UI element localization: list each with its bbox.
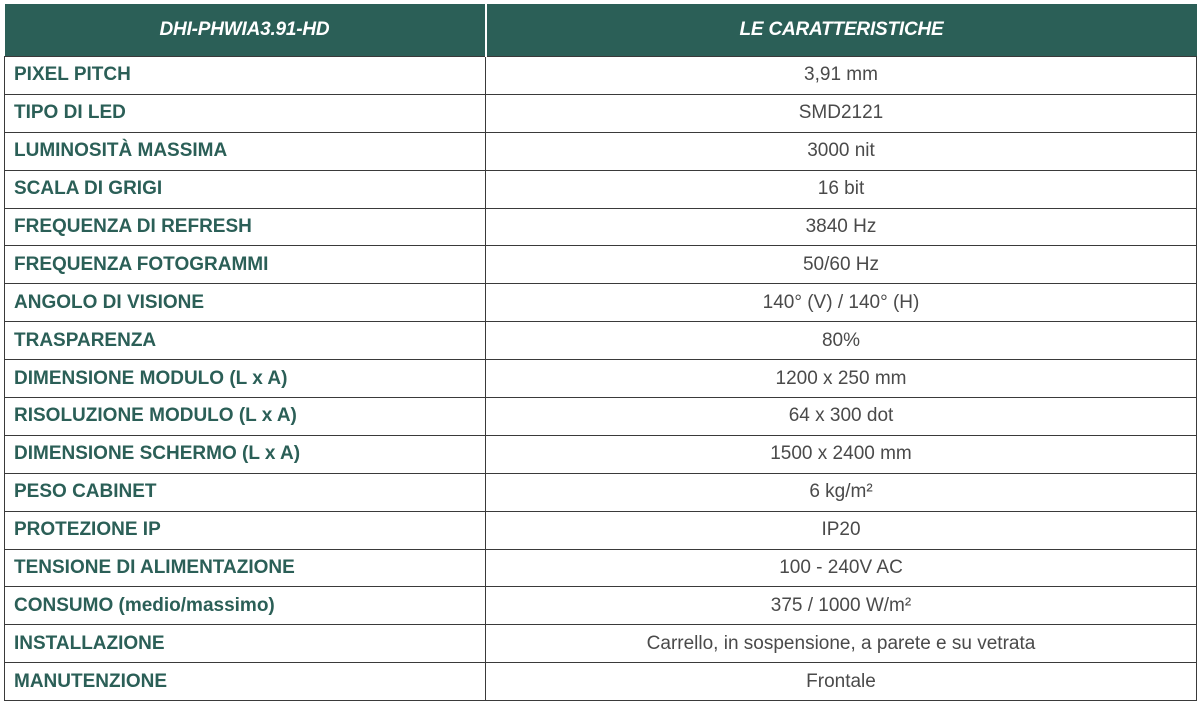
header-features: LE CARATTERISTICHE	[486, 4, 1197, 57]
row-value: 16 bit	[486, 170, 1197, 208]
row-label: INSTALLAZIONE	[5, 625, 486, 663]
table-row	[5, 625, 1197, 663]
row-value: 3000 nit	[486, 132, 1197, 170]
table-row	[5, 435, 1197, 473]
row-value: Carrello, in sospensione, a parete e su vetrata	[486, 625, 1197, 663]
spec-table	[4, 4, 1197, 701]
row-label: FREQUENZA DI REFRESH	[5, 208, 486, 246]
row-value: 140° (V) / 140° (H)	[486, 284, 1197, 322]
row-label: PESO CABINET	[5, 473, 486, 511]
row-label: FREQUENZA FOTOGRAMMI	[5, 246, 486, 284]
row-label: TRASPARENZA	[5, 322, 486, 360]
table-row	[5, 132, 1197, 170]
table-row	[5, 57, 1197, 95]
row-value: IP20	[486, 511, 1197, 549]
row-label: PROTEZIONE IP	[5, 511, 486, 549]
table-row	[5, 170, 1197, 208]
table-row	[5, 663, 1197, 701]
table-row	[5, 549, 1197, 587]
table-row	[5, 587, 1197, 625]
row-label: RISOLUZIONE MODULO (L x A)	[5, 398, 486, 436]
row-value: 1500 x 2400 mm	[486, 435, 1197, 473]
row-value: 375 / 1000 W/m²	[486, 587, 1197, 625]
row-value: Frontale	[486, 663, 1197, 701]
row-label: MANUTENZIONE	[5, 663, 486, 701]
table-row	[5, 246, 1197, 284]
row-label: PIXEL PITCH	[5, 57, 486, 95]
row-label: TENSIONE DI ALIMENTAZIONE	[5, 549, 486, 587]
row-value: 100 - 240V AC	[486, 549, 1197, 587]
table-row	[5, 398, 1197, 436]
table-row	[5, 360, 1197, 398]
row-value: 3,91 mm	[486, 57, 1197, 95]
table-row	[5, 473, 1197, 511]
table-row	[5, 208, 1197, 246]
row-label: CONSUMO (medio/massimo)	[5, 587, 486, 625]
row-value: 80%	[486, 322, 1197, 360]
table-row	[5, 94, 1197, 132]
row-value: 3840 Hz	[486, 208, 1197, 246]
row-label: DIMENSIONE MODULO (L x A)	[5, 360, 486, 398]
row-value: 6 kg/m²	[486, 473, 1197, 511]
table-row	[5, 284, 1197, 322]
header-model: DHI-PHWIA3.91-HD	[5, 4, 486, 57]
row-value: SMD2121	[486, 94, 1197, 132]
row-label: TIPO DI LED	[5, 94, 486, 132]
row-label: LUMINOSITÀ MASSIMA	[5, 132, 486, 170]
row-value: 64 x 300 dot	[486, 398, 1197, 436]
row-label: ANGOLO DI VISIONE	[5, 284, 486, 322]
row-value: 1200 x 250 mm	[486, 360, 1197, 398]
table-header-row	[5, 4, 1197, 57]
row-label: DIMENSIONE SCHERMO (L x A)	[5, 435, 486, 473]
row-label: SCALA DI GRIGI	[5, 170, 486, 208]
table-row	[5, 322, 1197, 360]
row-value: 50/60 Hz	[486, 246, 1197, 284]
table-row	[5, 511, 1197, 549]
